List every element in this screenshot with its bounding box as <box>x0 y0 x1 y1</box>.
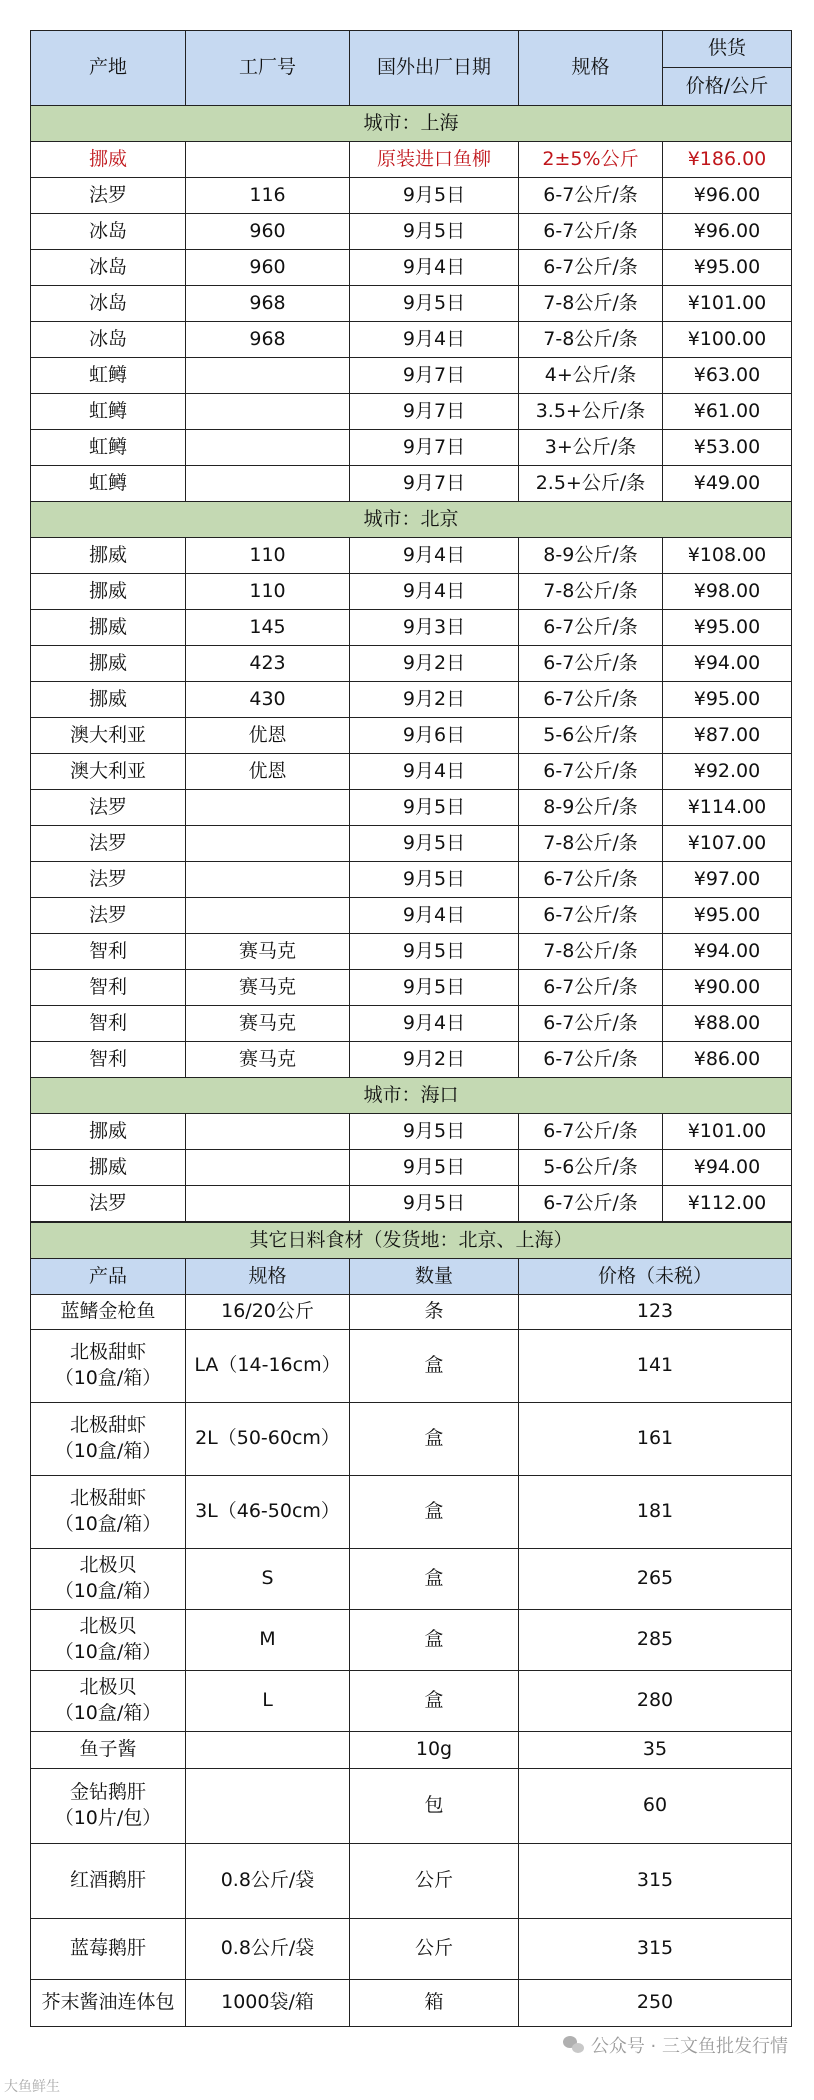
cell-origin: 智利 <box>31 970 186 1006</box>
cell-spec: 6-7公斤/条 <box>519 970 663 1006</box>
cell-date: 9月7日 <box>350 394 519 430</box>
cell-origin: 挪威 <box>31 538 186 574</box>
other-foods-row <box>31 1980 792 2027</box>
other-cell-price: 250 <box>519 1980 792 2027</box>
cell-spec: 6-7公斤/条 <box>519 646 663 682</box>
cell-factory: 960 <box>186 250 350 286</box>
other-foods-row <box>31 1330 792 1403</box>
watermark-text: 公众号 · 三文鱼批发行情 <box>590 2036 788 2057</box>
cell-spec: 5-6公斤/条 <box>519 718 663 754</box>
cell-price: ¥96.00 <box>663 178 792 214</box>
cell-spec: 2.5+公斤/条 <box>519 466 663 502</box>
table-header-row <box>31 31 792 68</box>
price-sheet <box>30 30 791 2027</box>
cell-factory <box>186 142 350 178</box>
table-row <box>31 610 792 646</box>
cell-date: 9月7日 <box>350 466 519 502</box>
cell-date: 9月5日 <box>350 790 519 826</box>
cell-spec: 6-7公斤/条 <box>519 250 663 286</box>
other-header-price: 价格（未税） <box>519 1259 792 1295</box>
cell-spec: 7-8公斤/条 <box>519 934 663 970</box>
cell-price: ¥90.00 <box>663 970 792 1006</box>
cell-origin: 法罗 <box>31 826 186 862</box>
table-row <box>31 646 792 682</box>
other-cell-qty: 10g <box>350 1732 519 1769</box>
cell-factory: 430 <box>186 682 350 718</box>
table-row <box>31 358 792 394</box>
other-cell-qty: 箱 <box>350 1980 519 2027</box>
cell-spec: 3+公斤/条 <box>519 430 663 466</box>
cell-spec: 7-8公斤/条 <box>519 574 663 610</box>
table-row <box>31 754 792 790</box>
other-cell-qty: 条 <box>350 1295 519 1330</box>
other-cell-qty: 盒 <box>350 1549 519 1610</box>
cell-price: ¥96.00 <box>663 214 792 250</box>
other-foods-row <box>31 1919 792 1980</box>
other-foods-row <box>31 1844 792 1919</box>
other-cell-price: 315 <box>519 1844 792 1919</box>
cell-date: 9月4日 <box>350 574 519 610</box>
cell-spec: 6-7公斤/条 <box>519 862 663 898</box>
cell-price: ¥87.00 <box>663 718 792 754</box>
city-label: 城市：上海 <box>31 106 792 142</box>
cell-factory: 赛马克 <box>186 1006 350 1042</box>
table-row <box>31 214 792 250</box>
cell-factory: 优恩 <box>186 718 350 754</box>
cell-price: ¥95.00 <box>663 898 792 934</box>
cell-price: ¥95.00 <box>663 610 792 646</box>
other-cell-product: 金钻鹅肝 （10片/包） <box>31 1769 186 1844</box>
other-foods-row <box>31 1610 792 1671</box>
other-cell-product: 北极甜虾 （10盒/箱） <box>31 1476 186 1549</box>
cell-factory: 优恩 <box>186 754 350 790</box>
cell-price: ¥49.00 <box>663 466 792 502</box>
cell-price: ¥100.00 <box>663 322 792 358</box>
cell-date: 9月5日 <box>350 970 519 1006</box>
cell-spec: 6-7公斤/条 <box>519 682 663 718</box>
cell-origin: 挪威 <box>31 682 186 718</box>
other-cell-price: 315 <box>519 1919 792 1980</box>
table-row <box>31 862 792 898</box>
other-cell-spec: 2L（50-60cm） <box>186 1403 350 1476</box>
table-row <box>31 934 792 970</box>
cell-factory: 赛马克 <box>186 934 350 970</box>
other-cell-price: 123 <box>519 1295 792 1330</box>
other-foods-row <box>31 1671 792 1732</box>
other-cell-product: 蓝莓鹅肝 <box>31 1919 186 1980</box>
other-cell-qty: 盒 <box>350 1330 519 1403</box>
other-foods-row <box>31 1549 792 1610</box>
other-cell-spec <box>186 1769 350 1844</box>
cell-origin: 冰岛 <box>31 250 186 286</box>
cell-factory: 423 <box>186 646 350 682</box>
cell-factory: 110 <box>186 574 350 610</box>
cell-factory <box>186 826 350 862</box>
other-foods-row <box>31 1295 792 1330</box>
other-cell-spec: 16/20公斤 <box>186 1295 350 1330</box>
other-cell-price: 280 <box>519 1671 792 1732</box>
cell-spec: 4+公斤/条 <box>519 358 663 394</box>
cell-factory <box>186 466 350 502</box>
table-row <box>31 898 792 934</box>
cell-factory <box>186 430 350 466</box>
cell-date: 9月2日 <box>350 1042 519 1078</box>
cell-price: ¥112.00 <box>663 1186 792 1222</box>
cell-price: ¥101.00 <box>663 1114 792 1150</box>
other-cell-spec: L <box>186 1671 350 1732</box>
cell-price: ¥95.00 <box>663 250 792 286</box>
other-cell-spec: 0.8公斤/袋 <box>186 1919 350 1980</box>
cell-factory <box>186 1150 350 1186</box>
cell-origin: 法罗 <box>31 862 186 898</box>
cell-date: 9月3日 <box>350 610 519 646</box>
cell-date: 9月4日 <box>350 898 519 934</box>
other-cell-price: 181 <box>519 1476 792 1549</box>
table-row <box>31 250 792 286</box>
cell-factory: 110 <box>186 538 350 574</box>
other-foods-row <box>31 1732 792 1769</box>
cell-factory <box>186 1186 350 1222</box>
cell-date: 9月5日 <box>350 934 519 970</box>
other-cell-product: 北极贝 （10盒/箱） <box>31 1671 186 1732</box>
cell-spec: 7-8公斤/条 <box>519 826 663 862</box>
header-origin: 产地 <box>31 31 186 106</box>
other-cell-spec: M <box>186 1610 350 1671</box>
other-cell-product: 芥末酱油连体包 <box>31 1980 186 2027</box>
cell-origin: 澳大利亚 <box>31 718 186 754</box>
cell-price: ¥53.00 <box>663 430 792 466</box>
cell-origin: 挪威 <box>31 574 186 610</box>
watermark-left: 大鱼鲜生 <box>4 2079 60 2095</box>
cell-spec: 7-8公斤/条 <box>519 322 663 358</box>
other-cell-product: 鱼子酱 <box>31 1732 186 1769</box>
city-label: 城市：北京 <box>31 502 792 538</box>
other-cell-product: 红酒鹅肝 <box>31 1844 186 1919</box>
cell-origin: 挪威 <box>31 610 186 646</box>
cell-price: ¥107.00 <box>663 826 792 862</box>
other-header-product: 产品 <box>31 1259 186 1295</box>
cell-factory <box>186 1114 350 1150</box>
other-foods-header-row <box>31 1259 792 1295</box>
cell-factory: 145 <box>186 610 350 646</box>
other-cell-price: 35 <box>519 1732 792 1769</box>
cell-date: 9月5日 <box>350 1150 519 1186</box>
other-cell-spec: S <box>186 1549 350 1610</box>
city-label: 城市：海口 <box>31 1078 792 1114</box>
cell-spec: 2±5%公斤 <box>519 142 663 178</box>
cell-date: 9月5日 <box>350 1114 519 1150</box>
cell-origin: 智利 <box>31 1042 186 1078</box>
cell-price: ¥101.00 <box>663 286 792 322</box>
cell-date: 9月4日 <box>350 538 519 574</box>
cell-origin: 挪威 <box>31 646 186 682</box>
cell-origin: 冰岛 <box>31 214 186 250</box>
header-factory: 工厂号 <box>186 31 350 106</box>
cell-origin: 法罗 <box>31 790 186 826</box>
cell-factory: 968 <box>186 322 350 358</box>
cell-spec: 6-7公斤/条 <box>519 214 663 250</box>
cell-origin: 虹鳟 <box>31 430 186 466</box>
cell-factory <box>186 790 350 826</box>
cell-factory: 960 <box>186 214 350 250</box>
other-cell-spec: 3L（46-50cm） <box>186 1476 350 1549</box>
table-row <box>31 574 792 610</box>
other-foods-title-row <box>31 1223 792 1259</box>
other-cell-price: 161 <box>519 1403 792 1476</box>
cell-factory: 赛马克 <box>186 970 350 1006</box>
table-row <box>31 538 792 574</box>
table-row <box>31 1150 792 1186</box>
cell-spec: 6-7公斤/条 <box>519 1114 663 1150</box>
cell-origin: 虹鳟 <box>31 394 186 430</box>
other-cell-price: 285 <box>519 1610 792 1671</box>
cell-origin: 虹鳟 <box>31 358 186 394</box>
cell-factory <box>186 394 350 430</box>
cell-spec: 6-7公斤/条 <box>519 178 663 214</box>
table-row <box>31 826 792 862</box>
cell-spec: 8-9公斤/条 <box>519 790 663 826</box>
cell-origin: 智利 <box>31 1006 186 1042</box>
cell-spec: 3.5+公斤/条 <box>519 394 663 430</box>
cell-date: 9月4日 <box>350 1006 519 1042</box>
header-price: 价格/公斤 <box>663 68 792 106</box>
cell-factory <box>186 358 350 394</box>
watermark <box>563 2032 788 2058</box>
other-cell-qty: 包 <box>350 1769 519 1844</box>
other-cell-spec <box>186 1732 350 1769</box>
other-cell-product: 北极甜虾 （10盒/箱） <box>31 1330 186 1403</box>
other-cell-qty: 盒 <box>350 1476 519 1549</box>
cell-price: ¥95.00 <box>663 682 792 718</box>
header-date: 国外出厂日期 <box>350 31 519 106</box>
other-foods-row <box>31 1769 792 1844</box>
cell-origin: 挪威 <box>31 142 186 178</box>
table-row <box>31 790 792 826</box>
cell-origin: 法罗 <box>31 178 186 214</box>
other-cell-product: 北极贝 （10盒/箱） <box>31 1610 186 1671</box>
cell-price: ¥86.00 <box>663 1042 792 1078</box>
table-row <box>31 1042 792 1078</box>
cell-spec: 8-9公斤/条 <box>519 538 663 574</box>
other-cell-qty: 盒 <box>350 1671 519 1732</box>
cell-origin: 冰岛 <box>31 322 186 358</box>
cell-spec: 6-7公斤/条 <box>519 1006 663 1042</box>
cell-date: 9月4日 <box>350 754 519 790</box>
other-header-spec: 规格 <box>186 1259 350 1295</box>
cell-date: 9月7日 <box>350 430 519 466</box>
table-row <box>31 682 792 718</box>
cell-spec: 6-7公斤/条 <box>519 754 663 790</box>
other-foods-row <box>31 1403 792 1476</box>
cell-date: 9月5日 <box>350 286 519 322</box>
cell-factory: 968 <box>186 286 350 322</box>
cell-price: ¥61.00 <box>663 394 792 430</box>
cell-date: 9月5日 <box>350 862 519 898</box>
cell-date: 9月4日 <box>350 250 519 286</box>
cell-date: 9月4日 <box>350 322 519 358</box>
other-cell-price: 141 <box>519 1330 792 1403</box>
cell-origin: 法罗 <box>31 1186 186 1222</box>
other-header-qty: 数量 <box>350 1259 519 1295</box>
table-row <box>31 718 792 754</box>
cell-date: 原装进口鱼柳 <box>350 142 519 178</box>
table-row <box>31 1186 792 1222</box>
cell-origin: 挪威 <box>31 1114 186 1150</box>
city-section-row <box>31 106 792 142</box>
city-section-row <box>31 502 792 538</box>
cell-price: ¥108.00 <box>663 538 792 574</box>
cell-spec: 6-7公斤/条 <box>519 610 663 646</box>
cell-date: 9月5日 <box>350 826 519 862</box>
other-foods-table <box>30 1222 792 2027</box>
other-foods-title: 其它日料食材（发货地：北京、上海） <box>31 1223 792 1259</box>
other-cell-spec: 1000袋/箱 <box>186 1980 350 2027</box>
other-cell-spec: LA（14-16cm） <box>186 1330 350 1403</box>
cell-origin: 冰岛 <box>31 286 186 322</box>
table-row <box>31 970 792 1006</box>
cell-factory: 116 <box>186 178 350 214</box>
cell-date: 9月2日 <box>350 646 519 682</box>
cell-price: ¥94.00 <box>663 934 792 970</box>
cell-spec: 5-6公斤/条 <box>519 1150 663 1186</box>
cell-factory <box>186 898 350 934</box>
table-row <box>31 430 792 466</box>
cell-date: 9月5日 <box>350 178 519 214</box>
table-row <box>31 1114 792 1150</box>
header-supply: 供货 <box>663 31 792 68</box>
cell-price: ¥97.00 <box>663 862 792 898</box>
cell-spec: 7-8公斤/条 <box>519 286 663 322</box>
cell-price: ¥186.00 <box>663 142 792 178</box>
other-cell-product: 北极贝 （10盒/箱） <box>31 1549 186 1610</box>
cell-origin: 智利 <box>31 934 186 970</box>
other-cell-qty: 公斤 <box>350 1844 519 1919</box>
other-cell-qty: 公斤 <box>350 1919 519 1980</box>
other-foods-row <box>31 1476 792 1549</box>
cell-date: 9月7日 <box>350 358 519 394</box>
other-cell-product: 蓝鳍金枪鱼 <box>31 1295 186 1330</box>
table-row <box>31 466 792 502</box>
cell-price: ¥114.00 <box>663 790 792 826</box>
cell-date: 9月5日 <box>350 214 519 250</box>
cell-price: ¥88.00 <box>663 1006 792 1042</box>
cell-origin: 虹鳟 <box>31 466 186 502</box>
city-section-row <box>31 1078 792 1114</box>
cell-price: ¥98.00 <box>663 574 792 610</box>
other-cell-qty: 盒 <box>350 1610 519 1671</box>
cell-origin: 挪威 <box>31 1150 186 1186</box>
cell-price: ¥92.00 <box>663 754 792 790</box>
cell-price: ¥63.00 <box>663 358 792 394</box>
cell-date: 9月6日 <box>350 718 519 754</box>
other-cell-price: 265 <box>519 1549 792 1610</box>
cell-spec: 6-7公斤/条 <box>519 1042 663 1078</box>
salmon-price-table <box>30 30 792 1222</box>
other-cell-spec: 0.8公斤/袋 <box>186 1844 350 1919</box>
cell-factory: 赛马克 <box>186 1042 350 1078</box>
cell-origin: 澳大利亚 <box>31 754 186 790</box>
cell-price: ¥94.00 <box>663 1150 792 1186</box>
other-cell-product: 北极甜虾 （10盒/箱） <box>31 1403 186 1476</box>
table-row <box>31 322 792 358</box>
cell-price: ¥94.00 <box>663 646 792 682</box>
table-row <box>31 394 792 430</box>
table-row <box>31 142 792 178</box>
header-spec: 规格 <box>519 31 663 106</box>
table-row <box>31 178 792 214</box>
other-cell-qty: 盒 <box>350 1403 519 1476</box>
cell-origin: 法罗 <box>31 898 186 934</box>
other-cell-price: 60 <box>519 1769 792 1844</box>
cell-date: 9月2日 <box>350 682 519 718</box>
cell-factory <box>186 862 350 898</box>
table-row <box>31 1006 792 1042</box>
table-row <box>31 286 792 322</box>
cell-spec: 6-7公斤/条 <box>519 1186 663 1222</box>
cell-date: 9月5日 <box>350 1186 519 1222</box>
wechat-icon <box>563 2036 585 2054</box>
cell-spec: 6-7公斤/条 <box>519 898 663 934</box>
